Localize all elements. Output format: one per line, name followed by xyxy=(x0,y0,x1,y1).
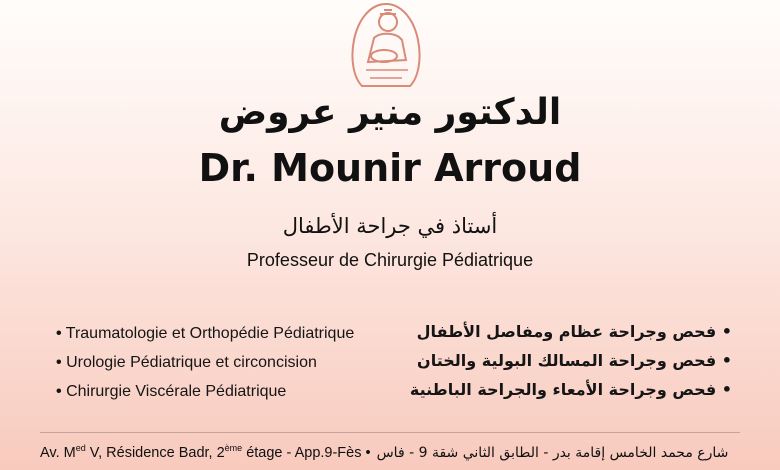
list-item xyxy=(56,380,354,409)
service-label: Urologie Pédiatrique et circoncision xyxy=(66,354,317,371)
address-fr-sup2: ème xyxy=(224,443,243,453)
list-item xyxy=(410,349,732,378)
list-item xyxy=(56,351,354,380)
divider xyxy=(40,432,740,433)
doctor-name-french: Dr. Mounir Arroud xyxy=(198,146,582,190)
bullet: • xyxy=(56,354,62,371)
list-item xyxy=(410,378,732,407)
doctor-name-arabic: الدكتور منير عروض xyxy=(218,92,562,133)
service-label: فحص وجراحة الأمعاء والجراحة الباطنية xyxy=(409,380,717,399)
child-doctor-emblem-icon xyxy=(340,0,432,90)
title-french: Professeur de Chirurgie Pédiatrique xyxy=(246,250,534,270)
service-label: Chirurgie Viscérale Pédiatrique xyxy=(66,383,287,400)
bullet: • xyxy=(721,322,732,341)
address-line xyxy=(40,443,740,461)
bullet: • xyxy=(56,383,62,400)
title-arabic: أستاذ في جراحة الأطفال xyxy=(282,214,498,238)
address-fr-mid: V, Résidence Badr, 2 xyxy=(85,444,225,461)
service-label: فحص وجراحة المسالك البولية والختان xyxy=(417,351,717,370)
service-label: فحص وجراحة عظام ومفاصل الأطفال xyxy=(416,322,717,341)
list-item xyxy=(410,320,732,349)
services-list-arabic xyxy=(410,320,732,407)
address-fr-sup1: ed xyxy=(75,443,86,453)
services-list-french xyxy=(56,322,354,409)
address-fr-prefix: Av. M xyxy=(40,444,76,461)
list-item xyxy=(56,322,354,351)
bullet: • xyxy=(721,380,732,399)
service-label: Traumatologie et Orthopédie Pédiatrique xyxy=(65,325,355,342)
bullet: • xyxy=(56,325,62,342)
bullet: • xyxy=(721,351,732,370)
address-arabic: شارع محمد الخامس إقامة بدر - الطابق الثاني شقة 9 - فاس xyxy=(376,444,729,461)
address-fr-suffix: étage - App.9-Fès • xyxy=(242,444,371,461)
